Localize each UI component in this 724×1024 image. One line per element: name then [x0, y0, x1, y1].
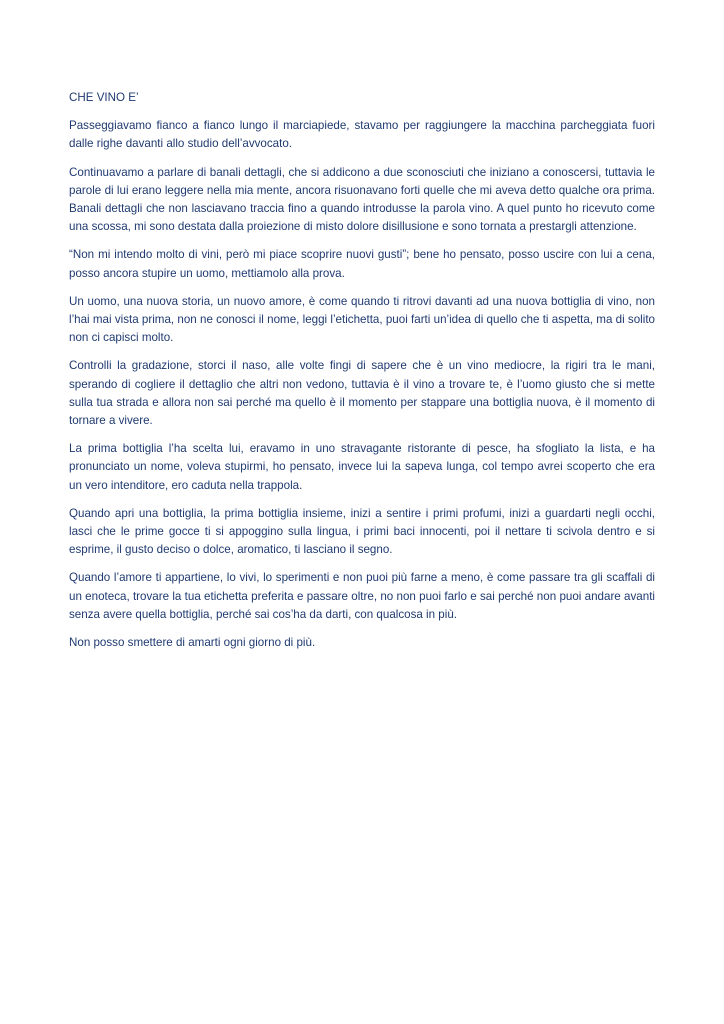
paragraph-3: “Non mi intendo molto di vini, però mi piace scoprire nuovi gusti”; bene ho pensato, posso uscire con lui a cena, posso ancora stupire un uomo, mettiamolo alla prova.	[69, 248, 655, 280]
paragraph-9: Non posso smettere di amarti ogni giorno di più.	[69, 636, 316, 650]
paragraph-8: Quando l’amore ti appartiene, lo vivi, lo sperimenti e non puoi più farne a meno, è come passare tra gli scaffali di un enoteca, trovare la tua etichetta preferita e passare oltre, no non puoi farlo e sai perché non puoi andare avanti senza avere quella bottiglia, perché sai cos’ha da darti, con qualcosa in più.	[69, 571, 655, 621]
paragraph-2: Continuavamo a parlare di banali dettagli, che si addicono a due sconosciuti che iniziano a conoscersi, tuttavia le parole di lui erano leggere nella mia mente, ancora risuonavano forti quelle che mi aveva detto qualche ora prima. Banali dettagli che non lasciavano traccia fino a quando introdusse la parola vino. A quel punto ho ricevuto come una scossa, mi sono destata dalla proiezione di misto dolore disillusione e sono tornata a prestargli attenzione.	[69, 165, 655, 234]
paragraph-1: Passeggiavamo fianco a fianco lungo il marciapiede, stavamo per raggiungere la macchina parcheggiata fuori dalle righe davanti allo studio dell’avvocato.	[69, 119, 655, 151]
paragraph-7: Quando apri una bottiglia, la prima bottiglia insieme, inizi a sentire i primi profumi, inizi a guardarti negli occhi, lasci che le prime gocce ti si appoggino sulla lingua, i primi baci innocenti, poi il nettare ti scivola dentro e si esprime, il gusto deciso o dolce, aromatico, ti lasciano il segno.	[69, 506, 655, 557]
paragraph-4: Un uomo, una nuova storia, un nuovo amore, è come quando ti ritrovi davanti ad una nuova bottiglia di vino, non l’hai mai vista prima, non ne conosci il nome, leggi l’etichetta, puoi farti un’idea di quello che ti aspetta, ma di solito non ci capisci molto.	[69, 294, 655, 345]
paragraph-5: Controlli la gradazione, storci il naso, alle volte fingi di sapere che è un vino mediocre, la rigiri tra le mani, sperando di cogliere il dettaglio che altri non vedono, tuttavia è il vino a trovare te, è l’uomo giusto che si mette sulla tua strada e allora non sai perché ma quello è il momento per stappare una bottiglia nuova, è il momento di tornare a vivere.	[69, 359, 655, 428]
paragraph-6: La prima bottiglia l’ha scelta lui, eravamo in uno stravagante ristorante di pesce, ha sfogliato la lista, e ha pronunciato un nome, voleva stupirmi, ho pensato, invece lui la sapeva lunga, col tempo avrei scoperto che era un vero intenditore, ero caduta nella trappola.	[69, 442, 655, 492]
document-title: CHE VINO E’	[69, 91, 139, 104]
document-page	[69, 89, 655, 662]
